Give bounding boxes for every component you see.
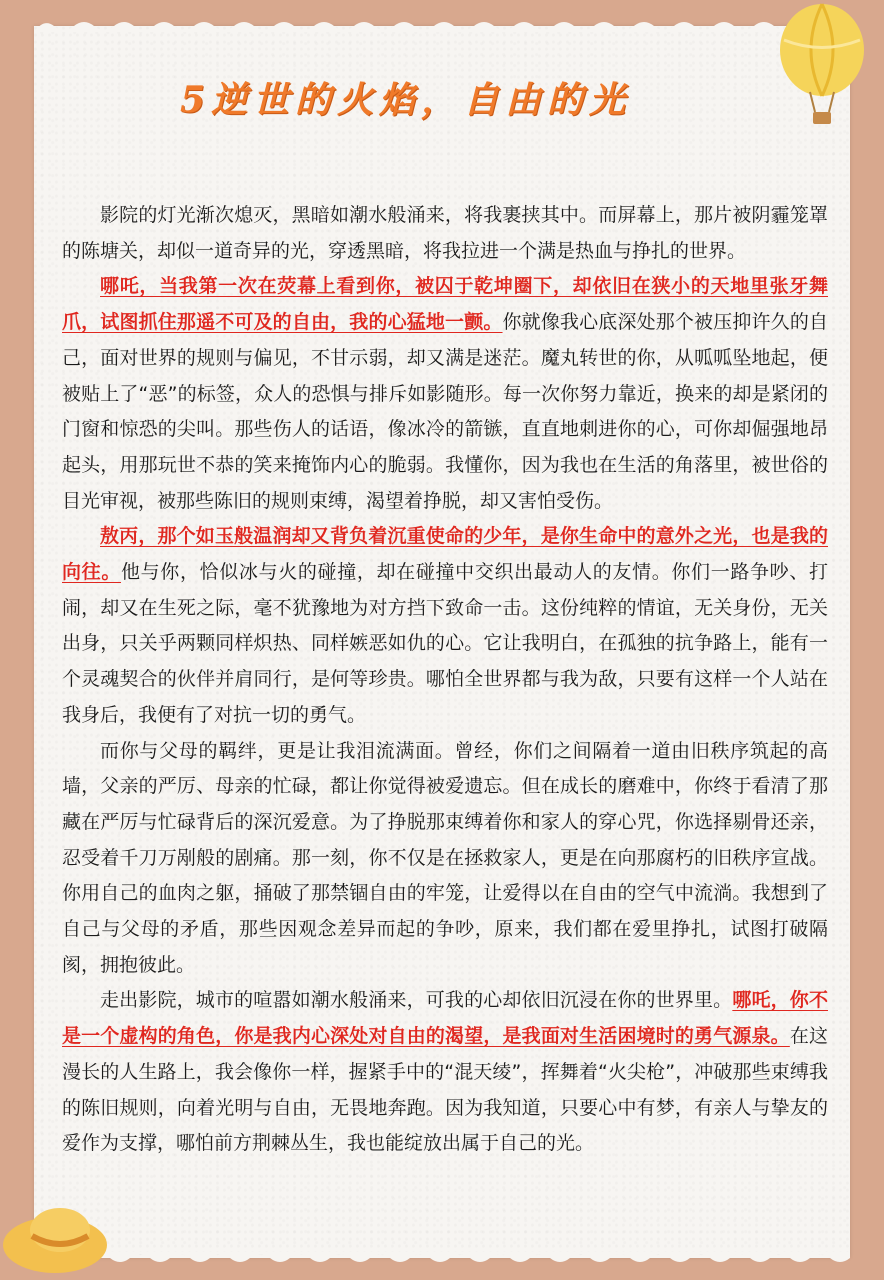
straw-hat-icon [0, 1160, 120, 1280]
highlighted-text: 敖丙，那个如玉般温润却又背负着沉重使命的少年，是你生命中的意外之光，也是我的向往。 [62, 525, 828, 584]
paragraph-intro [62, 198, 828, 269]
highlighted-text: 哪吒，当我第一次在荧幕上看到你，被囚于乾坤圈下，却依旧在狭小的天地里张牙舞爪，试图抓住那遥不可及的自由，我的心猛地一颤。 [62, 275, 828, 334]
paragraph-nezha [62, 269, 828, 519]
essay-body [62, 198, 828, 1162]
paragraph-conclusion [62, 983, 828, 1162]
paragraph-text: 你就像我心底深处那个被压抑许久的自己，面对世界的规则与偏见，不甘示弱，却又满是迷茫。魔丸转世的你，从呱呱坠地起，便被贴上了“恶”的标签，众人的恐惧与排斥如影随形。每一次你努力靠近，换来的却是紧闭的门窗和惊恐的尖叫。那些伤人的话语，像冰冷的箭镞，直直地刺进你的心，可你却倔强地昂起头，用那玩世不恭的笑来掩饰内心的脆弱。我懂你，因为我也在生活的角落里，被世俗的目光审视，被那些陈旧的规则束缚，渴望着挣脱，却又害怕受伤。 [62, 311, 828, 512]
paragraph-text: 走出影院，城市的喧嚣如潮水般涌来，可我的心却依旧沉浸在你的世界里。 [100, 989, 733, 1012]
paragraph-text: 而你与父母的羁绊，更是让我泪流满面。曾经，你们之间隔着一道由旧秩序筑起的高墙，父亲的严厉、母亲的忙碌，都让你觉得被爱遗忘。但在成长的磨难中，你终于看清了那藏在严厉与忙碌背后的深沉爱意。为了挣脱那束缚着你和家人的穿心咒，你选择剔骨还亲，忍受着千刀万剐般的剧痛。那一刻，你不仅是在拯救家人，更是在向那腐朽的旧秩序宣战。你用自己的血肉之躯，捅破了那禁锢自由的牢笼，让爱得以在自由的空气中流淌。我想到了自己与父母的矛盾，那些因观念差异而起的争吵，原来，我们都在爱里挣扎，试图打破隔阂，拥抱彼此。 [62, 739, 828, 976]
paragraph-text: 在这漫长的人生路上，我会像你一样，握紧手中的“混天绫”，挥舞着“火尖枪”，冲破那些束缚我的陈旧规则，向着光明与自由，无畏地奔跑。因为我知道，只要心中有梦，有亲人与挚友的爱作为支撑，哪怕前方荆棘丛生，我也能绽放出属于自己的光。 [62, 1025, 828, 1155]
paper-wavy-top-edge [34, 18, 850, 32]
page-title: 5逆世的火焰，自由的光 [180, 79, 632, 121]
hot-air-balloon-icon [770, 0, 870, 130]
paragraph-text: 影院的灯光渐次熄灭，黑暗如潮水般涌来，将我裹挟其中。而屏幕上，那片被阴霾笼罩的陈塘关，却似一道奇异的光，穿透黑暗，将我拉进一个满是热血与挣扎的世界。 [62, 204, 828, 262]
paragraph-parents [62, 734, 828, 984]
paragraph-aobing [62, 519, 828, 733]
highlighted-text: 哪吒，你不是一个虚构的角色，你是我内心深处对自由的渴望，是我面对生活困境时的勇气源泉。 [62, 989, 828, 1048]
paragraph-text: 他与你，恰似冰与火的碰撞，却在碰撞中交织出最动人的友情。你们一路争吵、打闹，却又在生死之际，毫不犹豫地为对方挡下致命一击。这份纯粹的情谊，无关身份，无关出身，只关乎两颗同样炽热、同样嫉恶如仇的心。它让我明白，在孤独的抗争路上，能有一个灵魂契合的伙伴并肩同行，是何等珍贵。哪怕全世界都与我为敌，只要有这样一个人站在我身后，我便有了对抗一切的勇气。 [62, 561, 828, 726]
paper-wavy-bottom-edge [34, 1252, 850, 1266]
